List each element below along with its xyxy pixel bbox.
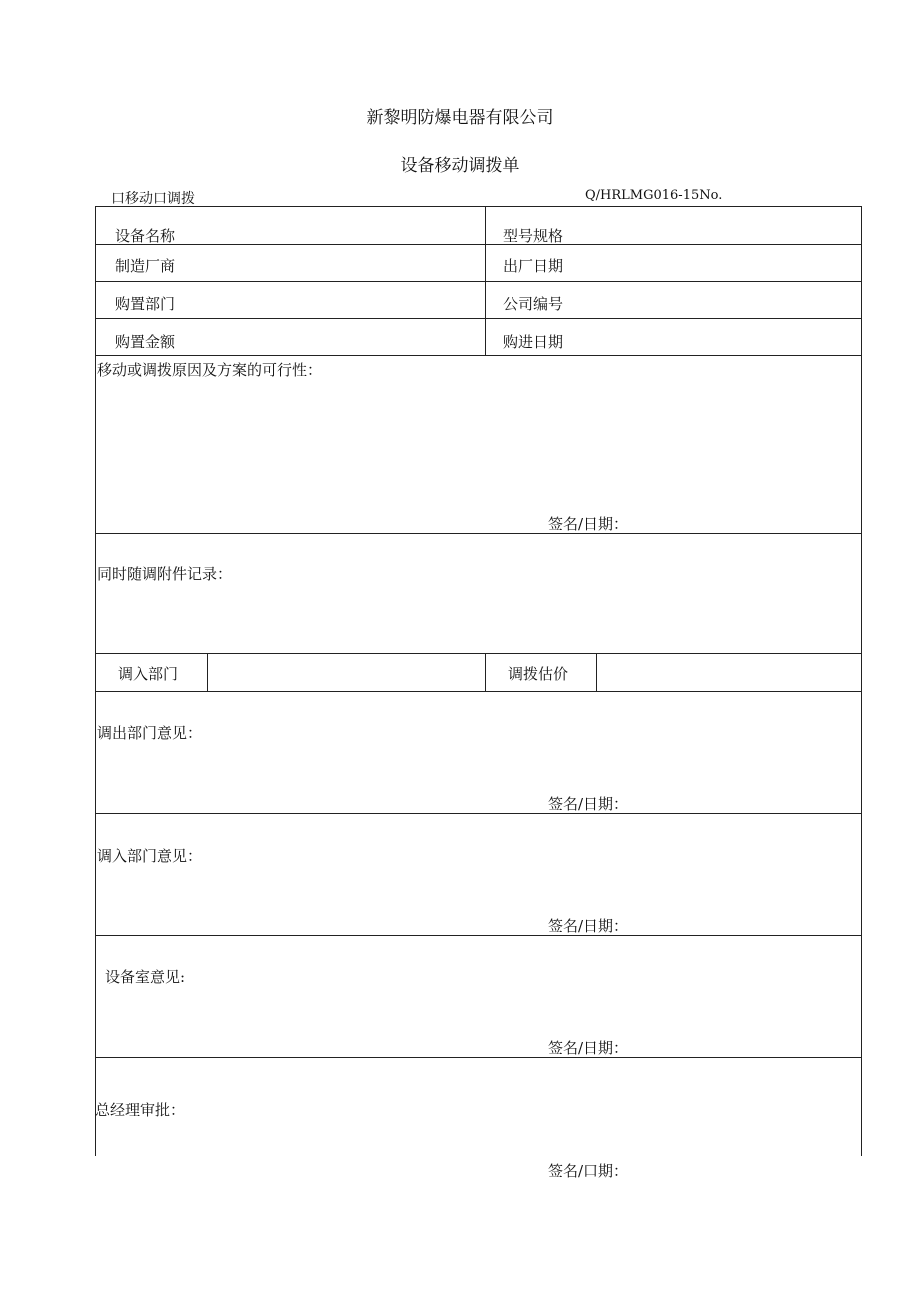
label-purchase-dept: 购置部门 (115, 295, 176, 313)
label-out-opinion: 调出部门意见： (97, 724, 203, 742)
row-divider (95, 1057, 862, 1058)
signature-date-1: 签名/日期： (548, 515, 629, 533)
row-divider (95, 318, 862, 319)
move-transfer-options: 口移动口调拨 (111, 191, 195, 207)
column-divider (485, 653, 486, 691)
label-purchase-amount: 购置金额 (115, 333, 176, 351)
label-in-dept: 调入部门 (118, 665, 179, 683)
label-equip-opinion: 设备室意见: (105, 968, 186, 986)
column-divider (596, 653, 597, 691)
signature-date-3: 签名/日期： (548, 917, 629, 935)
signature-date-5: 签名/口期： (548, 1162, 629, 1180)
label-company-no: 公司编号 (503, 295, 564, 313)
signature-date-4: 签名/日期： (548, 1039, 629, 1057)
row-divider (95, 244, 862, 245)
row-divider (95, 533, 862, 534)
row-divider (95, 813, 862, 814)
label-price: 调拨估价 (508, 665, 569, 683)
form-table (95, 206, 862, 1156)
label-gm-approval: 总经理审批： (95, 1101, 186, 1119)
row-divider (95, 355, 862, 356)
column-divider (207, 653, 208, 691)
label-device-name: 设备名称 (115, 227, 176, 245)
company-name: 新黎明防爆电器有限公司 (366, 108, 554, 128)
label-model-spec: 型号规格 (503, 227, 564, 245)
label-accessories: 同时随调附件记录： (97, 565, 233, 583)
row-divider (95, 691, 862, 692)
form-title: 设备移动调拨单 (400, 156, 520, 176)
row-divider (95, 653, 862, 654)
row-divider (95, 281, 862, 282)
label-manufacturer: 制造厂商 (115, 257, 176, 275)
label-purchase-date: 购进日期 (503, 333, 564, 351)
row-divider (95, 935, 862, 936)
signature-date-2: 签名/日期： (548, 795, 629, 813)
label-in-opinion: 调入部门意见： (97, 847, 203, 865)
form-code: Q/HRLMG016-15No. (585, 188, 723, 203)
label-reason: 移动或调拨原因及方案的可行性： (97, 361, 323, 379)
label-factory-date: 出厂日期 (503, 257, 564, 275)
column-divider (485, 206, 486, 355)
